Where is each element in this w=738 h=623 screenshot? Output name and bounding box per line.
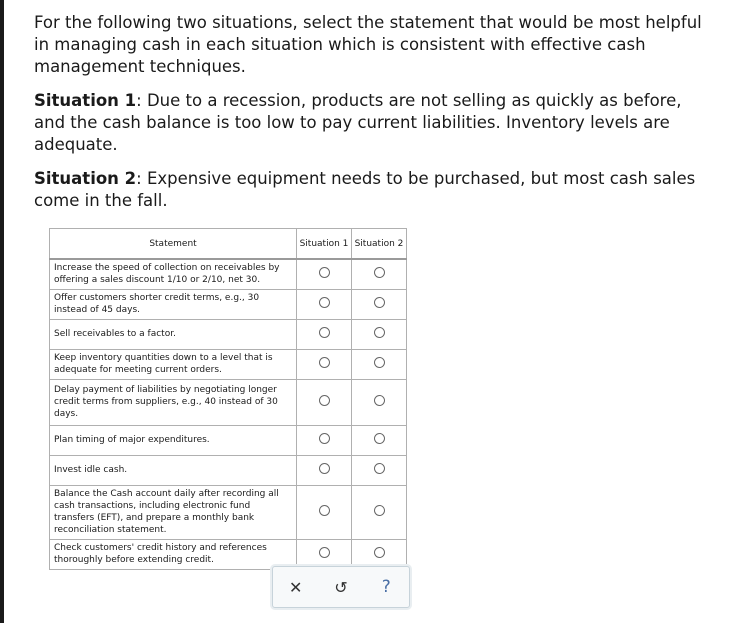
radio-cell [352, 539, 407, 569]
table-row [50, 485, 407, 539]
radio-situation-1[interactable] [319, 463, 330, 474]
radio-cell [352, 349, 407, 379]
situation-2 [34, 168, 714, 212]
radio-situation-2[interactable] [374, 357, 385, 368]
situation-2-text: : Expensive equipment needs to be purchased, but most cash sales come in the fall. [34, 169, 696, 210]
radio-cell [297, 319, 352, 349]
row-statement: Sell receivables to a factor. [50, 319, 297, 349]
left-edge-bar [0, 0, 4, 623]
radio-situation-1[interactable] [319, 297, 330, 308]
radio-situation-1[interactable] [319, 327, 330, 338]
radio-situation-2[interactable] [374, 505, 385, 516]
radio-cell [297, 349, 352, 379]
radio-situation-1[interactable] [319, 547, 330, 558]
radio-cell [297, 485, 352, 539]
radio-cell [352, 379, 407, 425]
radio-situation-2[interactable] [374, 267, 385, 278]
situation-2-label: Situation 2 [34, 169, 137, 188]
answer-toolbar [272, 566, 410, 608]
radio-situation-2[interactable] [374, 547, 385, 558]
row-statement: Balance the Cash account daily after recording all cash transactions, including electronic fund transfers (EFT), and prepare a monthly bank reconciliation statement. [50, 485, 297, 539]
table-row [50, 539, 407, 569]
row-statement: Plan timing of major expenditures. [50, 425, 297, 455]
radio-situation-1[interactable] [319, 267, 330, 278]
question-prompt [34, 12, 714, 224]
row-statement: Increase the speed of collection on receivables by offering a sales discount 1/10 or 2/10, net 30. [50, 259, 297, 289]
header-situation-2: Situation 2 [352, 229, 407, 260]
help-icon[interactable]: ? [381, 577, 391, 597]
radio-situation-2[interactable] [374, 297, 385, 308]
situation-1-text: : Due to a recession, products are not selling as quickly as before, and the cash balance is too low to pay current liabilities. Inventory levels are adequate. [34, 91, 682, 154]
answer-table [49, 228, 407, 570]
radio-cell [352, 455, 407, 485]
table-header-row [50, 229, 407, 260]
row-statement: Offer customers shorter credit terms, e.g., 30 instead of 45 days. [50, 289, 297, 319]
radio-situation-1[interactable] [319, 395, 330, 406]
radio-cell [352, 259, 407, 289]
situation-1-label: Situation 1 [34, 91, 137, 110]
row-statement: Invest idle cash. [50, 455, 297, 485]
table-row [50, 289, 407, 319]
row-statement: Keep inventory quantities down to a level that is adequate for meeting current orders. [50, 349, 297, 379]
radio-situation-2[interactable] [374, 395, 385, 406]
table-row [50, 259, 407, 289]
table-row [50, 455, 407, 485]
undo-icon[interactable]: ↺ [334, 577, 348, 597]
radio-cell [352, 485, 407, 539]
row-statement: Delay payment of liabilities by negotiating longer credit terms from suppliers, e.g., 40 instead of 30 days. [50, 379, 297, 425]
radio-situation-2[interactable] [374, 327, 385, 338]
table-row [50, 379, 407, 425]
table-row [50, 349, 407, 379]
header-situation-1: Situation 1 [297, 229, 352, 260]
radio-cell [297, 379, 352, 425]
radio-cell [297, 455, 352, 485]
radio-cell [352, 425, 407, 455]
radio-cell [297, 425, 352, 455]
radio-cell [352, 289, 407, 319]
close-icon[interactable]: ✕ [288, 577, 303, 597]
radio-situation-2[interactable] [374, 433, 385, 444]
situation-1 [34, 90, 714, 156]
radio-situation-1[interactable] [319, 433, 330, 444]
radio-situation-2[interactable] [374, 463, 385, 474]
radio-cell [297, 539, 352, 569]
question-intro: For the following two situations, select the statement that would be most helpful in managing cash in each situation which is consistent with effective cash management techniques. [34, 13, 702, 76]
row-statement: Check customers' credit history and references thoroughly before extending credit. [50, 539, 297, 569]
radio-cell [297, 259, 352, 289]
radio-cell [352, 319, 407, 349]
table-row [50, 319, 407, 349]
radio-cell [297, 289, 352, 319]
table-row [50, 425, 407, 455]
header-statement: Statement [50, 229, 297, 260]
radio-situation-1[interactable] [319, 357, 330, 368]
radio-situation-1[interactable] [319, 505, 330, 516]
